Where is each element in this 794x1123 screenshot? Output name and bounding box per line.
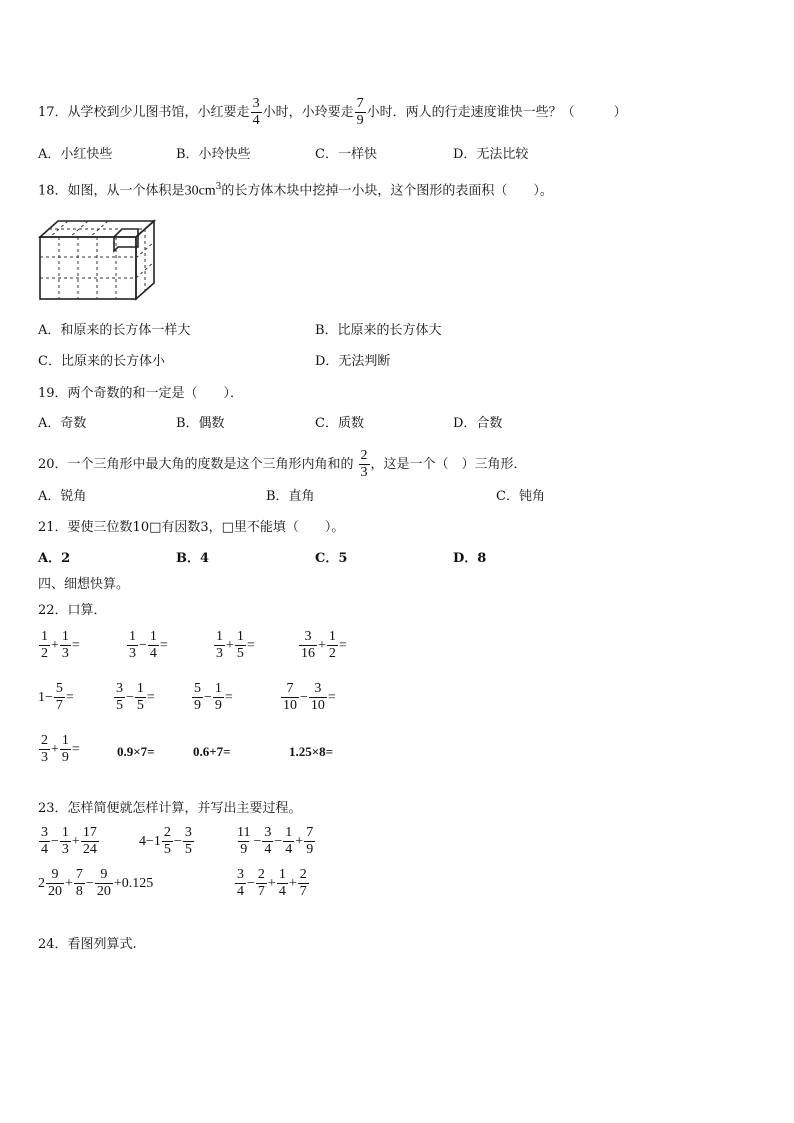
q19-option-a[interactable]: A．奇数 xyxy=(38,416,87,431)
section-4-heading: 四、细想快算。 xyxy=(38,577,130,592)
q21-option-a[interactable]: A．2 xyxy=(38,551,71,566)
q23-title: 23．怎样简便就怎样计算，并写出主要过程。 xyxy=(38,801,302,816)
q21-stem: 21．要使三位数10□有因数3，□里不能填（ ）。 xyxy=(38,520,345,535)
q22-expr-9: $\frac{2}{3}$ + $\frac{1}{9}$ = xyxy=(41,733,80,765)
q19-stem: 19．两个奇数的和一定是（ ）． xyxy=(38,386,244,401)
q17-fraction-7-9: $\frac{7}{9}$ xyxy=(356,96,364,128)
q23-expr-2: 4−1 $\frac{2}{5}$ − $\frac{3}{5}$ xyxy=(139,825,192,857)
q22-expr-12: 1.25×8= xyxy=(289,744,334,759)
q20-fraction-2-3: $\frac{2}{3}$ xyxy=(360,448,368,480)
q19-option-b[interactable]: B．偶数 xyxy=(176,416,225,431)
q18-option-d[interactable]: D．无法判断 xyxy=(315,354,391,369)
q22-expr-8: $\frac{7}{10}$ − $\frac{3}{10}$ = xyxy=(283,681,336,713)
q22-expr-10: 0.9×7= xyxy=(117,744,155,759)
q17-option-d[interactable]: D．无法比较 xyxy=(453,147,529,162)
q21-option-d[interactable]: D．8 xyxy=(453,551,487,566)
q18-stem xyxy=(38,183,553,198)
q22-title: 22．口算． xyxy=(38,603,107,618)
q20-option-b[interactable]: B．直角 xyxy=(266,489,315,504)
q18-option-c[interactable]: C．比原来的长方体小 xyxy=(38,354,165,369)
q18-option-a[interactable]: A．和原来的长方体一样大 xyxy=(38,323,191,338)
q23-expr-3: $\frac{11}{9}$ − $\frac{3}{4}$ − $\frac{1}{4}$ + $\frac{7}{9}$ xyxy=(237,825,314,857)
q17-text-2: 小时，小玲要走 xyxy=(262,105,354,120)
q20-text-2: ，这是一个（ ）三角形． xyxy=(370,457,527,472)
q22-expr-3: $\frac{1}{3}$ + $\frac{1}{5}$ = xyxy=(216,629,255,661)
q17-option-c[interactable]: C．一样快 xyxy=(315,147,377,162)
q18-volume: 30cm xyxy=(184,183,216,199)
q21-option-c[interactable]: C．5 xyxy=(315,551,348,566)
q18-text-1: 如图，从一个体积是 xyxy=(67,183,185,199)
q17-option-a[interactable]: A．小红快些 xyxy=(38,147,113,162)
q20-stem xyxy=(38,449,527,480)
q22-expr-4: $\frac{3}{16}$ + $\frac{1}{2}$ = xyxy=(301,629,347,661)
q17-fraction-3-4: $\frac{3}{4}$ xyxy=(252,96,260,128)
q22-expr-11: 0.6+7= xyxy=(193,744,231,759)
q22-expr-7: $\frac{5}{9}$ − $\frac{1}{9}$ = xyxy=(194,681,233,713)
q24-title: 24．看图列算式. xyxy=(38,937,137,952)
q17-number: 17． xyxy=(38,105,68,120)
q22-expr-5: 1− $\frac{5}{7}$ = xyxy=(38,681,74,713)
q18-number: 18． xyxy=(38,183,68,199)
q17-text-3: 小时．两人的行走速度谁快一些？（ ） xyxy=(366,105,627,120)
q18-volume-exponent: 3 xyxy=(215,182,222,192)
q20-option-a[interactable]: A．锐角 xyxy=(38,489,87,504)
q22-expr-6: $\frac{3}{5}$ − $\frac{1}{5}$ = xyxy=(116,681,155,713)
cut-out-notch xyxy=(114,229,138,251)
q20-option-c[interactable]: C．钝角 xyxy=(496,489,545,504)
q21-option-b[interactable]: B．4 xyxy=(176,551,210,566)
q22-expr-1: $\frac{1}{2}$ + $\frac{1}{3}$ = xyxy=(41,629,80,661)
q19-option-c[interactable]: C．质数 xyxy=(315,416,364,431)
q17-stem xyxy=(38,97,627,128)
q22-expr-2: $\frac{1}{3}$ − $\frac{1}{4}$ = xyxy=(129,629,168,661)
q18-cuboid-figure xyxy=(38,217,158,303)
q23-expr-5: $\frac{3}{4}$ − $\frac{2}{7}$ + $\frac{1}{4}$ + $\frac{2}{7}$ xyxy=(237,867,307,899)
q19-option-d[interactable]: D．合数 xyxy=(453,416,503,431)
q18-option-b[interactable]: B．比原来的长方体大 xyxy=(315,323,442,338)
q20-text-1: 20．一个三角形中最大角的度数是这个三角形内角和的 xyxy=(38,457,354,472)
q18-text-2: 的长方体木块中挖掉一小块，这个图形的表面积（ ）。 xyxy=(221,183,553,199)
q17-text-1: 从学校到少儿图书馆，小红要走 xyxy=(67,105,250,120)
q17-option-b[interactable]: B．小玲快些 xyxy=(176,147,251,162)
q23-expr-1: $\frac{3}{4}$ − $\frac{1}{3}$ + $\frac{17}{24}$ xyxy=(41,825,97,857)
q23-expr-4: 2 $\frac{9}{20}$ + $\frac{7}{8}$ − $\frac{9}{20}$ +0.125 xyxy=(38,867,154,899)
